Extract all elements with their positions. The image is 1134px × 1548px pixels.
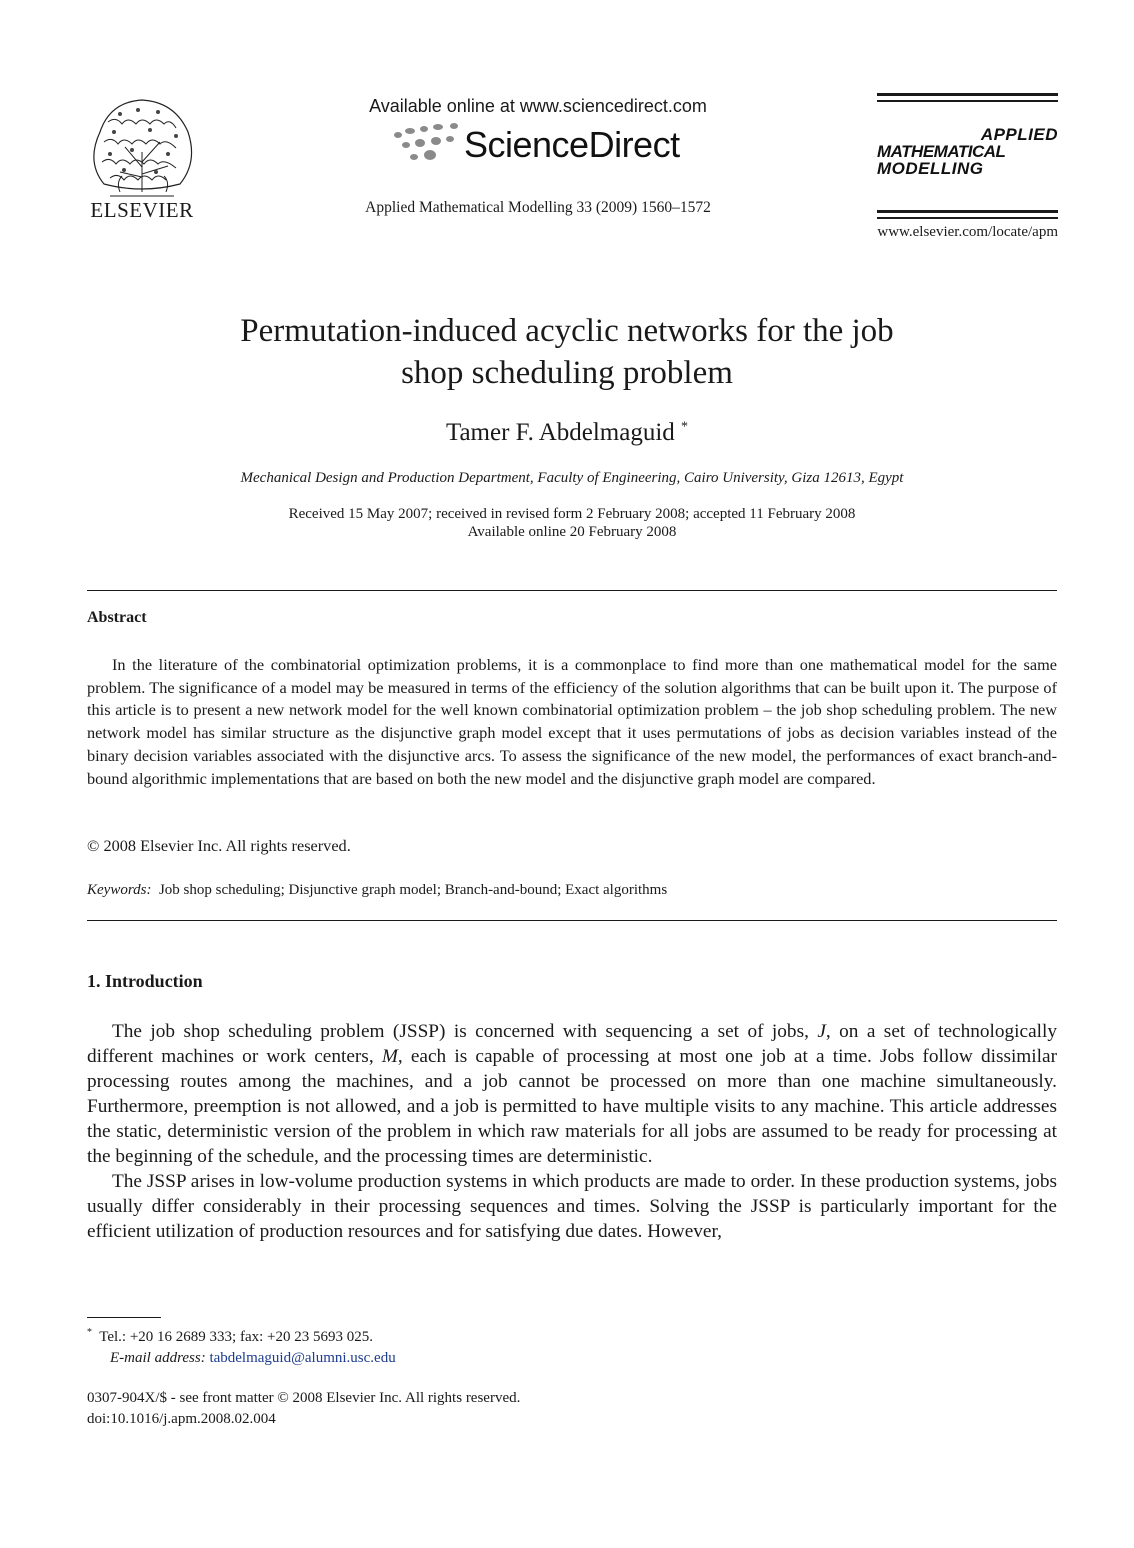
email-label: E-mail address: (110, 1350, 206, 1366)
journal-logo-rule (877, 210, 1058, 213)
introduction-heading: 1. Introduction (87, 971, 203, 991)
author-name (120, 419, 1014, 447)
author-name-text: Tamer F. Abdelmaguid (445, 419, 675, 446)
doi-link[interactable]: doi:10.1016/j.apm.2008.02.004 (87, 1411, 276, 1427)
math-symbol: J (817, 1021, 826, 1042)
author-affiliation: Mechanical Design and Production Department, Faculty of Engineering, Cairo University, Giza 12613, Egypt (240, 470, 904, 486)
sciencedirect-wordmark: ScienceDirect (464, 124, 680, 165)
abstract-body (87, 654, 1057, 790)
sciencedirect-logo (392, 121, 692, 169)
footnote-mark: * (87, 1327, 92, 1338)
article-title-line: Permutation-induced acyclic networks for the job (240, 313, 894, 349)
keywords (87, 882, 667, 899)
abstract-heading: Abstract (87, 609, 147, 626)
keywords-label: Keywords: (87, 882, 152, 898)
journal-logo-line: MATHEMATICAL (877, 142, 1006, 161)
journal-logo-rule (877, 93, 1058, 96)
text-run: , each is capable of processing at most one job at a time. Jobs follow dissimilar processing routes among the machines, and a job cannot be processed on more than one machine simultaneously. Furthermore, preemption is not allowed, and a job is permitted to have multiple visits to any machine. This article addresses the static, deterministic version of the problem in which raw materials for all jobs are assumed to be ready for processing at the beginning of the schedule, and the processing times are deterministic. (87, 1046, 1057, 1167)
introduction-paragraph (87, 1019, 1057, 1169)
introduction-paragraph: The JSSP arises in low-volume production systems in which products are made to order. In these production systems, jobs usually differ considerably in their processing sequences and times. Solving the JSSP is particularly important for the efficient utilization of production resources and for satisfying due dates. However, (87, 1171, 1057, 1242)
author-footnote-mark[interactable]: * (681, 419, 689, 435)
journal-logo-rule (877, 217, 1058, 219)
abstract-paragraph: In the literature of the combinatorial optimization problems, it is a commonplace to find more than one mathematical model for the same problem. The significance of a model may be measured in terms of the efficiency of the solution algorithms that can be built upon it. The purpose of this article is to present a new network model for the well known combinatorial optimization problem – the job shop scheduling problem. The new network model has similar structure as the disjunctive graph model except that it uses permutations of jobs as decision variables instead of the binary decision variables associated with the disjunctive arcs. To assess the significance of the new model, the performances of exact branch-and-bound algorithmic implementations that are based on both the new model and the disjunctive graph model are compared. (87, 655, 1057, 788)
issn-line: 0307-904X/$ - see front matter © 2008 Elsevier Inc. All rights reserved. (87, 1390, 521, 1406)
text-run: , on a set of technologically different machines or work centers, (87, 1021, 1057, 1067)
front-matter (87, 1388, 520, 1430)
footnote-rule (87, 1317, 161, 1318)
sciencedirect-dots-icon (392, 121, 464, 169)
math-symbol: M (381, 1046, 398, 1067)
article-dates (87, 505, 1057, 541)
journal-logo (877, 126, 1058, 180)
section-divider (87, 920, 1057, 921)
text-run: The job shop scheduling problem (JSSP) is concerned with sequencing a set of jobs, (112, 1021, 818, 1042)
author-footnote (87, 1322, 396, 1369)
introduction-body (87, 1019, 1057, 1244)
journal-logo-rule (877, 100, 1058, 102)
keywords-text: Job shop scheduling; Disjunctive graph model; Branch-and-bound; Exact algorithms (158, 882, 668, 898)
available-online-text: Available online at www.sciencedirect.com (369, 96, 707, 116)
publisher-wordmark: ELSEVIER (90, 198, 194, 222)
article-title-line: shop scheduling problem (401, 355, 733, 391)
journal-citation: Applied Mathematical Modelling 33 (2009) 1560–1572 (365, 199, 711, 216)
author-email-link[interactable]: tabdelmaguid@alumni.usc.edu (209, 1350, 396, 1366)
available-online-date: Available online 20 February 2008 (467, 524, 677, 540)
author-contact: Tel.: +20 16 2689 333; fax: +20 23 5693 025. (99, 1329, 373, 1345)
journal-logo-line: MODELLING (877, 159, 984, 178)
journal-url-link[interactable]: www.elsevier.com/locate/apm (877, 224, 1058, 240)
abstract-copyright: © 2008 Elsevier Inc. All rights reserved. (87, 836, 351, 855)
section-divider (87, 590, 1057, 591)
article-title (120, 310, 1014, 394)
journal-logo-line: APPLIED (980, 125, 1058, 144)
received-dates: Received 15 May 2007; received in revised form 2 February 2008; accepted 11 February 2008 (288, 506, 856, 522)
